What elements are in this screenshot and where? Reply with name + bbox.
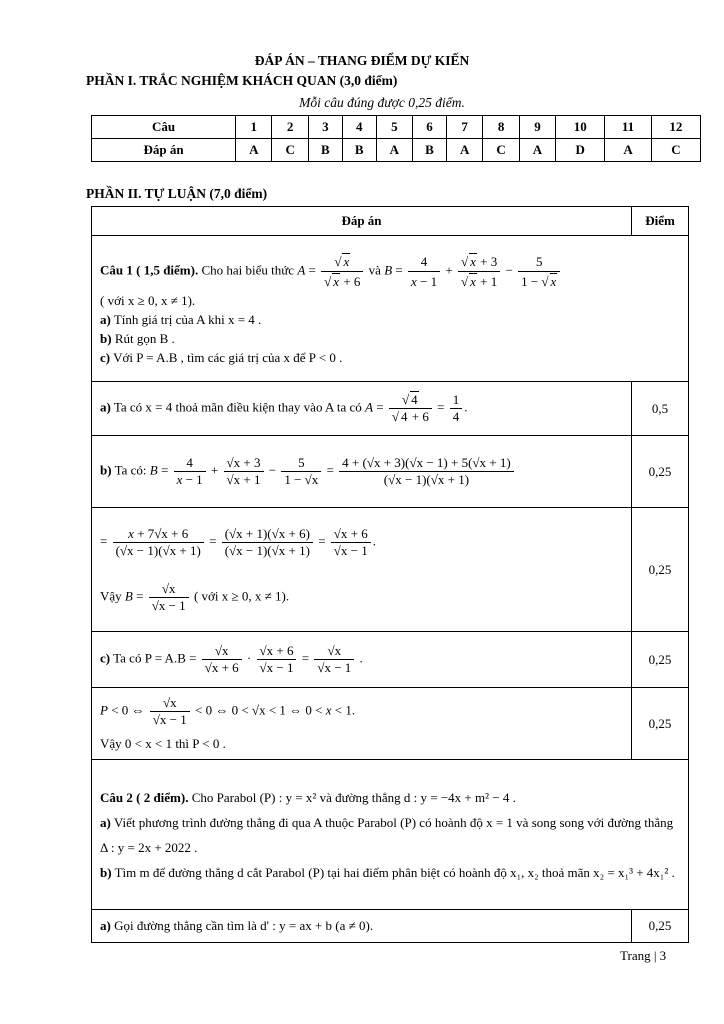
page-number: Trang | 3 xyxy=(620,948,667,963)
mc-answer-4: B xyxy=(342,139,376,162)
answer-2a-text: Gọi đường thẳng cần tìm là d' : y = ax + b (a ≠ 0). xyxy=(114,918,374,933)
mc-answer-11: A xyxy=(605,139,652,162)
question-1c-text: Với P = A.B , tìm các giá trị của x để P < 0 . xyxy=(113,350,343,365)
answer-1c-label: c) xyxy=(100,650,111,666)
question-1-condition: ( với x ≥ 0, x ≠ 1). xyxy=(100,293,196,308)
score-column-header: Điểm xyxy=(632,207,689,236)
mc-answer-6: B xyxy=(413,139,447,162)
mc-question-8: 8 xyxy=(483,116,519,139)
score-1c-step2: 0,25 xyxy=(632,688,689,760)
mc-answer-2: C xyxy=(272,139,308,162)
mc-answer-12: C xyxy=(651,139,700,162)
question-1-intro: Cho hai biểu thức xyxy=(201,262,295,278)
answer-1b-step2: = $\frac{x + 7√x + 6}{(√x - 1)(√x + 1)}$ = $\frac{(√x + 1)(√x + 6)}{(√x - 1)(√x + 1)}$ = $\frac{√x + 6}{√x - 1}$ . Vậy B = $\frac{√x}{√x - 1}$ ( với x ≥ 0, x ≠ 1). xyxy=(92,508,632,632)
answer-1b-text: Ta có: xyxy=(114,462,147,478)
score-2a-step1: 0,25 xyxy=(632,910,689,943)
mc-question-6: 6 xyxy=(413,116,447,139)
mc-question-12: 12 xyxy=(651,116,700,139)
score-1b-step1: 0,25 xyxy=(632,436,689,508)
mc-question-10: 10 xyxy=(556,116,605,139)
answer-1a-text: Ta có x = 4 thoả mãn điều kiện thay vào A ta có xyxy=(113,399,362,415)
mc-answer-10: D xyxy=(556,139,605,162)
mc-answer-5: A xyxy=(376,139,412,162)
mc-answer-8: C xyxy=(483,139,519,162)
question-2-intro: Cho Parabol (P) : y = x² và đường thẳng d : y = −4x + m² − 4 . xyxy=(191,789,516,805)
answer-2a-label: a) xyxy=(100,918,111,933)
question-1a-text: Tính giá trị của A khi x = 4 . xyxy=(113,312,262,327)
mc-question-label: Câu xyxy=(92,116,236,139)
question-2a-text: Viết phương trình đường thẳng đi qua A thuộc Parabol (P) có hoành độ x = 1 và song song với đường thẳng Δ : y = 2x + 2022 . xyxy=(100,814,674,855)
part1-heading: PHẦN I. TRẮC NGHIỆM KHÁCH QUAN (3,0 điểm) xyxy=(86,73,398,88)
score-1a: 0,5 xyxy=(632,382,689,436)
answer-1a: a) Ta có x = 4 thoả mãn điều kiện thay vào A ta có A = $\frac{√ 4}{√ 4 + 6}$ = $\frac{1}{4}$ . xyxy=(92,382,632,436)
answer-1a-label: a) xyxy=(100,399,111,415)
mc-question-4: 4 xyxy=(342,116,376,139)
answer-1c-step1: c) Ta có P = A.B = $\frac{√x}{√x + 6}$ · $\frac{√x + 6}{√x - 1}$ = $\frac{√x}{√x - 1}$ . xyxy=(92,632,632,688)
answer-2a-step1 xyxy=(92,910,632,943)
mc-question-3: 3 xyxy=(308,116,342,139)
question-1a-label: a) xyxy=(100,312,111,327)
mc-answer-9: A xyxy=(519,139,555,162)
question-1b-label: b) xyxy=(100,331,112,346)
answer-1c-text: Ta có P = A.B = xyxy=(113,650,197,666)
answer-1b-conclusion: Vậy xyxy=(100,587,122,603)
answer-1c-step2: P < 0 ⇔ $\frac{√x}{√x - 1}$ < 0 ⇔ 0 < √x < 1 ⇔ 0 < x < 1. Vậy 0 < x < 1 thì P < 0 . xyxy=(92,688,632,760)
essay-answer-table xyxy=(91,206,689,943)
page-title: ĐÁP ÁN – THANG ĐIỂM DỰ KIẾN xyxy=(254,53,470,68)
mc-question-9: 9 xyxy=(519,116,555,139)
question-1-title: Câu 1 ( 1,5 điểm). xyxy=(100,262,199,278)
question-2-title: Câu 2 ( 2 điểm). xyxy=(100,789,189,805)
mc-answer-label: Đáp án xyxy=(92,139,236,162)
question-2b-label: b) xyxy=(100,864,112,880)
part2-heading: PHẦN II. TỰ LUẬN (7,0 điểm) xyxy=(86,186,268,201)
question-1c-label: c) xyxy=(100,350,111,365)
answer-1b-step1: b) Ta có: B = $\frac{4}{x - 1}$ + $\frac{√x + 3}{√x + 1}$ − $\frac{5}{1 - √x}$ = $\frac{4 + (√x + 3)(√x - 1) + 5(√x + 1)}{(√x - 1)(√x + 1)}$ xyxy=(92,436,632,508)
question-2-statement xyxy=(92,760,689,910)
score-1b-step2: 0,25 xyxy=(632,508,689,632)
mc-answer-3: B xyxy=(308,139,342,162)
question-2b-text: Tìm m để đường thẳng d cắt Parabol (P) tại hai điểm phân biệt có hoành độ x₁, x₂ thoả mãn x₂ = x₁³ + 4x₁² . xyxy=(114,864,675,880)
score-1c-step1: 0,25 xyxy=(632,632,689,688)
multiple-choice-table xyxy=(91,115,701,162)
mc-question-11: 11 xyxy=(605,116,652,139)
mc-question-2: 2 xyxy=(272,116,308,139)
answer-1b-condition: ( với x ≥ 0, x ≠ 1). xyxy=(193,587,290,603)
mc-answer-1: A xyxy=(236,139,272,162)
mc-question-1: 1 xyxy=(236,116,272,139)
mc-answer-7: A xyxy=(446,139,482,162)
scoring-note: Mỗi câu đúng được 0,25 điểm. xyxy=(299,95,465,110)
question-1-statement: Câu 1 ( 1,5 điểm). Cho hai biểu thức A = $\frac{√ x}{√ x + 6}$ và B = $\frac{4}{x - 1}$ + $\frac{√ x + 3}{√ x + 1}$ − $\frac{5}{1 - √ x}$ ( với x ≥ 0, x ≠ 1). a) Tính giá trị của A khi x = 4 . b) Rút gọn B . c) Với P = A.B , tìm các giá trị của x để P < 0 . xyxy=(92,236,689,382)
answer-1b-label: b) xyxy=(100,462,112,478)
question-1b-text: Rút gọn B . xyxy=(114,331,175,346)
question-2a-label: a) xyxy=(100,814,111,830)
answer-1c-conclusion: Vậy 0 < x < 1 thì P < 0 . xyxy=(100,736,226,751)
answer-column-header: Đáp án xyxy=(92,207,632,236)
mc-question-5: 5 xyxy=(376,116,412,139)
mc-question-7: 7 xyxy=(446,116,482,139)
